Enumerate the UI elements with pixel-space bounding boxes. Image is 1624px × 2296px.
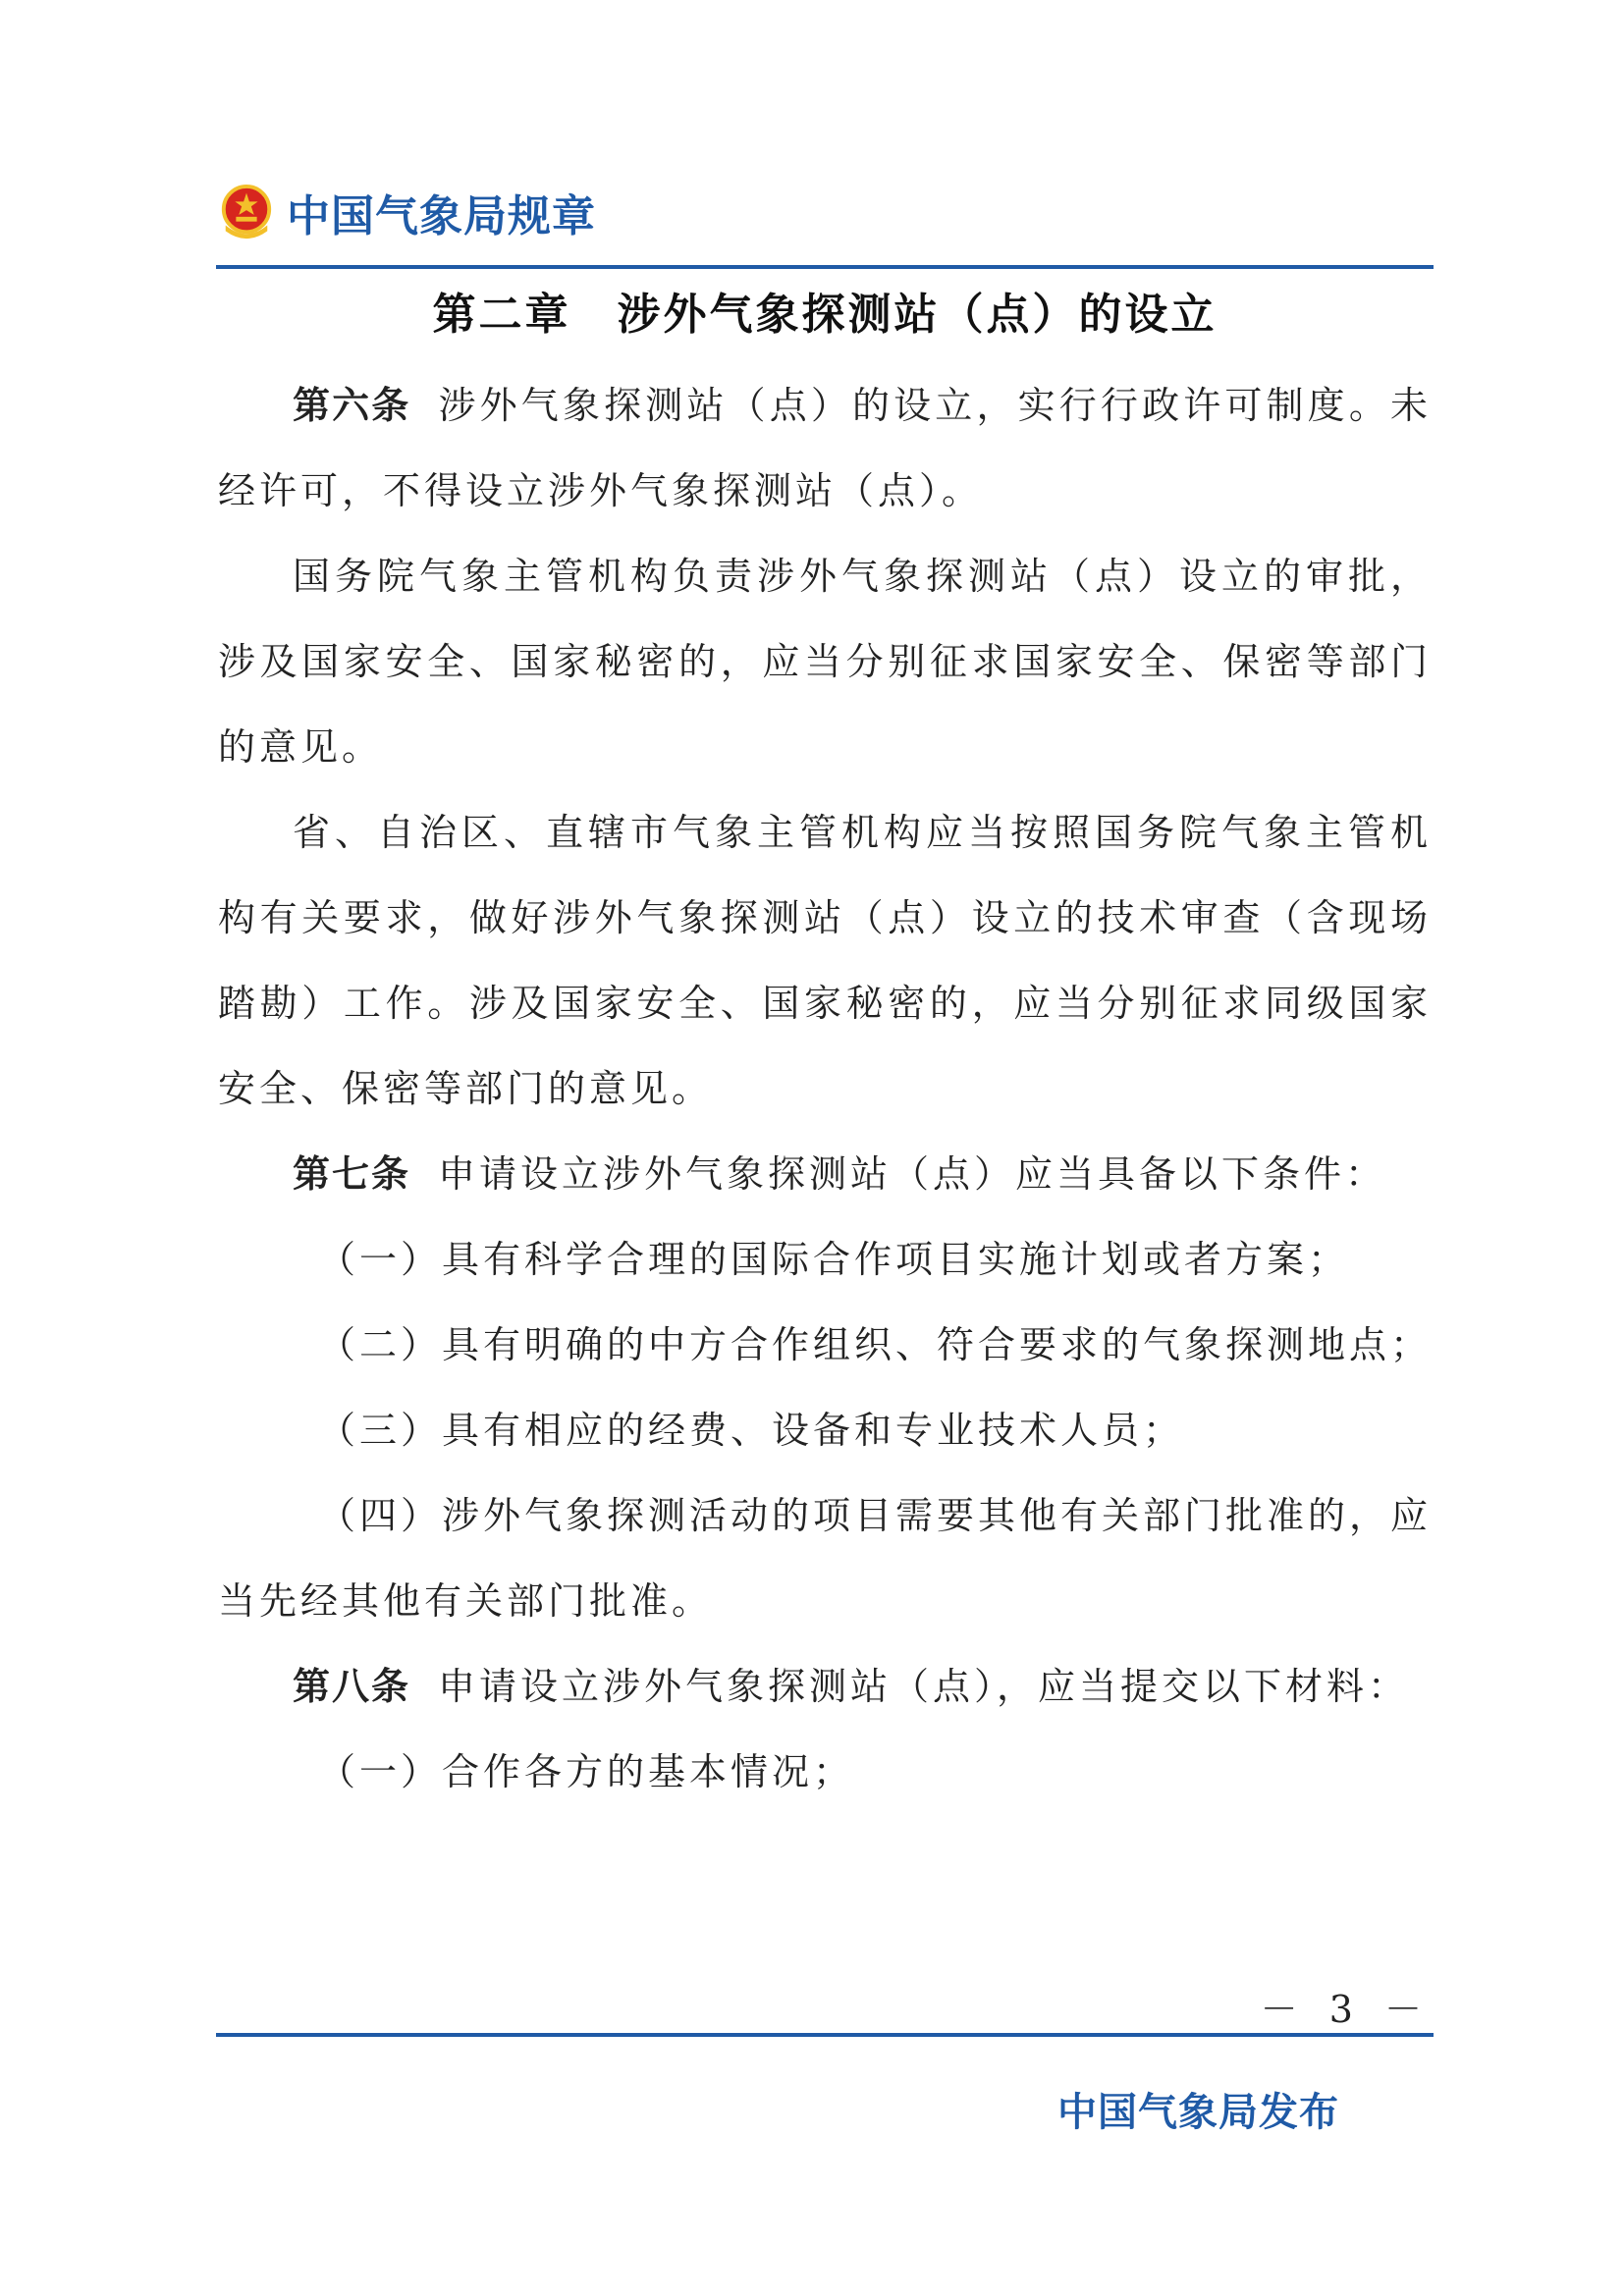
article-6-paragraph-3: 省、自治区、直辖市气象主管机构应当按照国务院气象主管机构有关要求，做好涉外气象探测站（点）设立的技术审查（含现场踏勘）工作。涉及国家安全、国家秘密的，应当分别征求同级国家安全、保密等部门的意见。 (218, 811, 1432, 1110)
national-emblem-icon (218, 184, 275, 240)
article-6-paragraph (218, 363, 1432, 534)
article-7-text: 申请设立涉外气象探测站（点）应当具备以下条件： (438, 1152, 1387, 1196)
article-8-paragraph (218, 1644, 1432, 1730)
article-8-label: 第八条 (293, 1665, 411, 1708)
page-number: － 3 － (1260, 1988, 1432, 2031)
document-body (218, 363, 1432, 1815)
article-7-item-1: （一）具有科学合理的国际合作项目实施计划或者方案； (318, 1238, 1350, 1281)
header-divider (216, 265, 1434, 269)
article-7-label: 第七条 (293, 1152, 411, 1196)
article-7-paragraph (218, 1132, 1432, 1217)
article-7-item-2: （二）具有明确的中方合作组织、符合要求的气象探测地点； (318, 1323, 1433, 1366)
article-8-text: 申请设立涉外气象探测站（点），应当提交以下材料： (438, 1665, 1410, 1708)
article-8-item-1: （一）合作各方的基本情况； (318, 1750, 855, 1793)
chapter-title: 第二章 涉外气象探测站（点）的设立 (432, 290, 1218, 340)
footer-publisher: 中国气象局发布 (1057, 2090, 1339, 2135)
article-7-item-3: （三）具有相应的经费、设备和专业技术人员； (318, 1409, 1185, 1452)
article-6-text: 涉外气象探测站（点）的设立，实行行政许可制度。未经许可，不得设立涉外气象探测站（点）。 (218, 384, 1432, 512)
footer-divider (216, 2033, 1434, 2037)
document-header (218, 173, 596, 251)
article-7-item-4: （四）涉外气象探测活动的项目需要其他有关部门批准的，应当先经其他有关部门批准。 (218, 1494, 1433, 1623)
article-6-paragraph-2: 国务院气象主管机构负责涉外气象探测站（点）设立的审批，涉及国家安全、国家秘密的，应当分别征求国家安全、保密等部门的意见。 (218, 555, 1432, 769)
header-title: 中国气象局规章 (287, 191, 596, 241)
article-6-label: 第六条 (293, 384, 411, 427)
